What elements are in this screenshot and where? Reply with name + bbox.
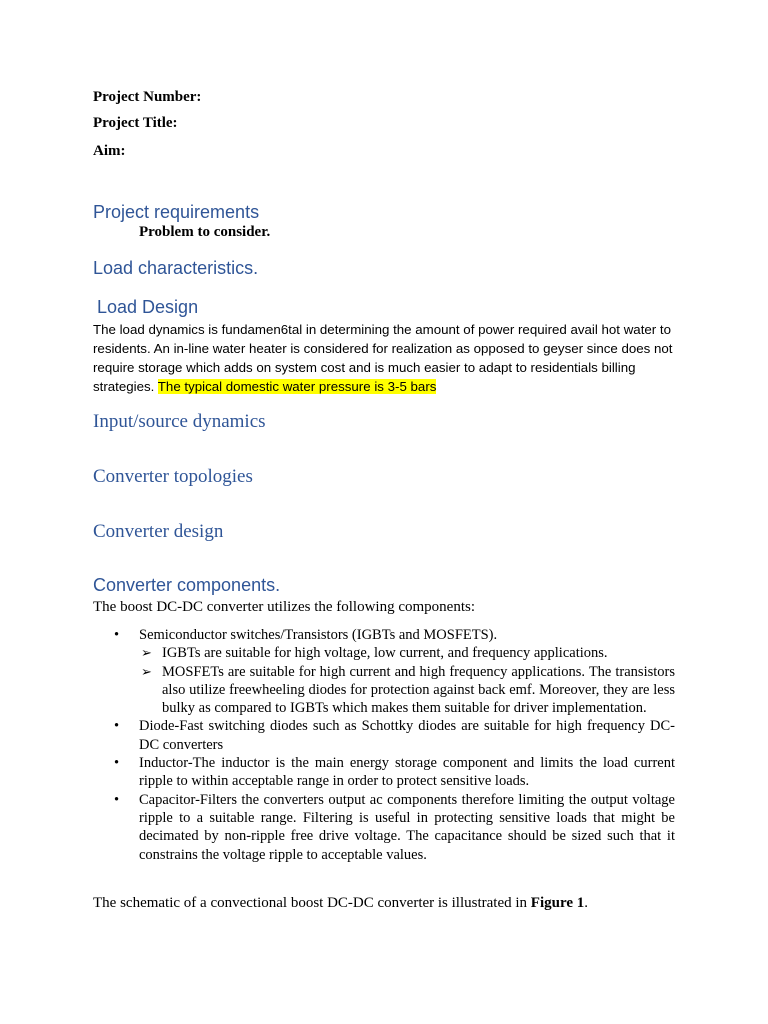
- bullet-marker: •: [114, 718, 120, 735]
- heading-converter-design: Converter design: [93, 521, 224, 542]
- heading-converter-components: Converter components.: [93, 575, 281, 595]
- project-number-label: Project Number:: [93, 89, 202, 105]
- subheading-problem-to-consider: Problem to consider.: [139, 224, 271, 240]
- bullet-marker: •: [114, 755, 120, 772]
- aim-label: Aim:: [93, 143, 126, 159]
- water-pressure-highlight: The typical domestic water pressure is 3-5 bars: [157, 379, 437, 394]
- list-item-text: Capacitor-Filters the converters output ac components therefore limiting the output voltage ripple to a suitable range. Filtering is useful in protecting sensitive loads that might be decimated by non-ripple free drive voltage. The capacitance should be sized such that it constrains the voltage ripple to acceptable values.: [139, 791, 675, 863]
- list-item: [93, 717, 675, 754]
- list-item: [93, 791, 675, 864]
- schematic-sentence: [93, 894, 588, 912]
- heading-converter-topologies: Converter topologies: [93, 466, 253, 487]
- list-item-text: Diode-Fast switching diodes such as Schottky diodes are suitable for high frequency DC-DC converters: [139, 718, 675, 753]
- figure-reference: Figure 1: [530, 895, 585, 911]
- arrow-marker: ➢: [141, 645, 152, 661]
- load-design-text: The load dynamics is fundamen6tal in determining the amount of power required avail hot water to residents. An in-line water heater is considered for realization as opposed to geyser since does not require storage which adds on system cost and is much easier to adapt to residentials billing strategies.: [93, 322, 673, 394]
- sub-list-item: [93, 644, 675, 662]
- heading-input-source-dynamics: Input/source dynamics: [93, 411, 266, 432]
- heading-load-design: Load Design: [97, 297, 199, 317]
- sub-list-item: [93, 663, 675, 718]
- load-design-paragraph: [93, 320, 683, 396]
- project-title-label: Project Title:: [93, 115, 178, 131]
- schematic-text: The schematic of a convectional boost DC-DC converter is illustrated in: [93, 895, 531, 911]
- sub-list-item-text: MOSFETs are suitable for high current and high frequency applications. The transistors also utilize freewheeling diodes for protection against back emf. Moreover, they are less bulky as compared to IGBTs which makes them suitable for driver implementation.: [162, 663, 675, 717]
- list-item: [93, 754, 675, 791]
- heading-project-requirements: Project requirements: [93, 202, 260, 222]
- arrow-marker: ➢: [141, 663, 152, 679]
- components-intro: The boost DC-DC converter utilizes the following components:: [93, 599, 476, 615]
- components-list: [93, 626, 675, 864]
- bullet-marker: •: [114, 627, 120, 643]
- schematic-end: .: [584, 895, 589, 911]
- list-item-text: Semiconductor switches/Transistors (IGBTs and MOSFETS).: [139, 627, 498, 643]
- heading-load-characteristics: Load characteristics.: [93, 258, 259, 278]
- list-item: [93, 626, 675, 644]
- bullet-marker: •: [114, 791, 120, 808]
- sub-list-item-text: IGBTs are suitable for high voltage, low current, and frequency applications.: [162, 645, 608, 662]
- list-item-text: Inductor-The inductor is the main energy storage component and limits the load current ripple to within acceptable range in order to protect sensitive loads.: [139, 755, 675, 790]
